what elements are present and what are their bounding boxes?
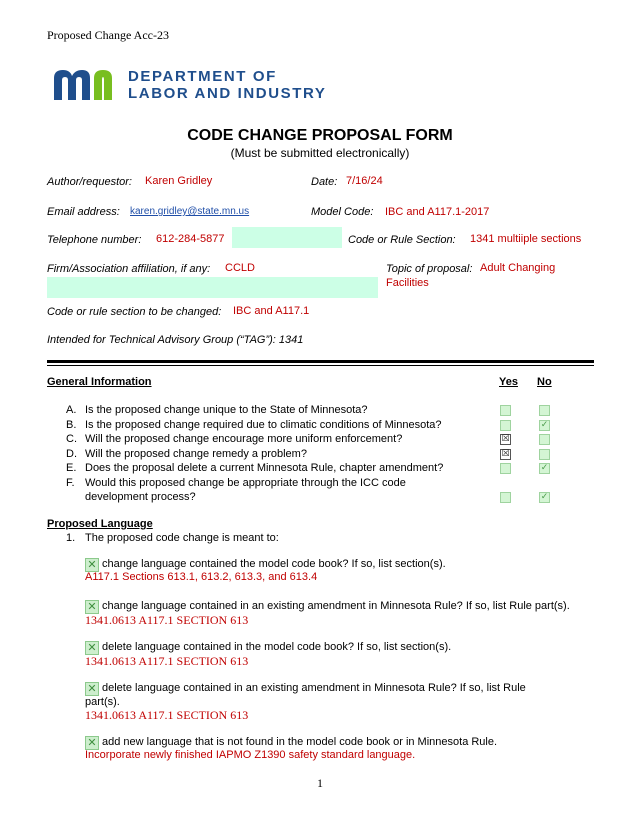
question-text: Is the proposed change unique to the State of Minnesota?: [85, 404, 368, 416]
option-change-model-code: ✕ change language contained the model code book? If so, list section(s).: [85, 557, 446, 572]
topic-label: Topic of proposal:: [386, 263, 473, 275]
question-e-yes-checkbox[interactable]: [500, 463, 511, 474]
topic-value-line1[interactable]: Adult Changing: [480, 262, 556, 274]
option-delete-mn-amendment: ✕ delete language contained in an existing amendment in Minnesota Rule? If so, list Rule: [85, 681, 526, 696]
question-f-no-checkbox[interactable]: ✓: [540, 492, 549, 502]
question-text: Is the proposed change required due to climatic conditions of Minnesota?: [85, 419, 442, 431]
question-a-yes-checkbox[interactable]: [500, 405, 511, 416]
option-answer[interactable]: 1341.0613 A117.1 SECTION 613: [85, 708, 249, 722]
proposed-intro: The proposed code change is meant to:: [85, 532, 279, 544]
item-number: 1.: [66, 532, 76, 544]
question-f-yes-checkbox[interactable]: [500, 492, 511, 503]
firm-label: Firm/Association affiliation, if any:: [47, 263, 211, 275]
email-value[interactable]: karen.gridley@state.mn.us: [130, 206, 250, 217]
question-b-yes-checkbox[interactable]: [500, 420, 511, 431]
option-checkbox[interactable]: ✕: [85, 558, 99, 572]
proposed-language-heading: Proposed Language: [47, 518, 153, 530]
option-checkbox[interactable]: ✕: [85, 682, 99, 696]
question-letter: F.: [66, 477, 75, 489]
tag-label: Intended for Technical Advisory Group (“TAG”): 1341: [47, 334, 304, 346]
page-number: 1: [317, 776, 323, 790]
model-code-value[interactable]: IBC and A117.1-2017: [385, 206, 490, 218]
option-answer[interactable]: 1341.0613 A117.1 SECTION 613: [85, 613, 249, 627]
mn-logo-icon: [52, 68, 118, 102]
question-d-yes-checkbox[interactable]: ☒: [501, 449, 510, 459]
general-info-heading: General Information: [47, 376, 152, 388]
question-c-no-checkbox[interactable]: [539, 434, 550, 445]
option-answer[interactable]: A117.1 Sections 613.1, 613.2, 613.3, and 613.4: [85, 571, 318, 583]
yes-column-header: Yes: [499, 376, 518, 388]
email-label: Email address:: [47, 206, 120, 218]
phone-value[interactable]: 612-284-5877: [156, 233, 225, 245]
option-checkbox[interactable]: ✕: [85, 736, 99, 750]
option-change-mn-amendment: ✕ change language contained in an existing amendment in Minnesota Rule? If so, list Rule part(s).: [85, 599, 570, 614]
divider-thin: [47, 365, 594, 366]
phone-field-highlight[interactable]: [232, 227, 342, 248]
question-text-continued: development process?: [85, 491, 196, 503]
model-code-label: Model Code:: [311, 206, 374, 218]
date-label: Date:: [311, 176, 338, 188]
form-subtitle: (Must be submitted electronically): [230, 146, 410, 160]
logo-line-1: DEPARTMENT OF: [128, 68, 277, 85]
running-header: Proposed Change Acc-23: [47, 28, 169, 42]
option-answer[interactable]: Incorporate newly finished IAPMO Z1390 safety standard language.: [85, 749, 416, 761]
question-text: Will the proposed change remedy a problem?: [85, 448, 307, 460]
rule-section-label: Code or Rule Section:: [348, 234, 456, 246]
form-title: CODE CHANGE PROPOSAL FORM: [187, 127, 453, 144]
author-value[interactable]: Karen Gridley: [145, 175, 213, 187]
question-a-no-checkbox[interactable]: [539, 405, 550, 416]
question-b-no-checkbox[interactable]: ✓: [540, 420, 549, 430]
topic-value-line2[interactable]: Facilities: [386, 277, 429, 289]
option-checkbox[interactable]: ✕: [85, 600, 99, 614]
option-text-continued: part(s).: [85, 696, 120, 708]
question-letter: A.: [66, 404, 77, 416]
firm-value[interactable]: CCLD: [225, 262, 255, 274]
question-letter: D.: [66, 448, 77, 460]
rule-section-value[interactable]: 1341 multiiple sections: [470, 233, 582, 245]
phone-label: Telephone number:: [47, 234, 142, 246]
divider-thick: [47, 360, 594, 363]
date-value[interactable]: 7/16/24: [346, 175, 383, 187]
section-changed-label: Code or rule section to be changed:: [47, 306, 222, 318]
question-c-yes-checkbox[interactable]: ☒: [501, 434, 510, 444]
question-letter: B.: [66, 419, 77, 431]
question-d-no-checkbox[interactable]: [539, 449, 550, 460]
option-add-new-language: ✕ add new language that is not found in the model code book or in Minnesota Rule.: [85, 735, 497, 750]
no-column-header: No: [537, 376, 552, 388]
question-text: Will the proposed change encourage more uniform enforcement?: [85, 433, 403, 445]
option-delete-model-code: ✕ delete language contained in the model code book? If so, list section(s).: [85, 640, 451, 655]
section-changed-value[interactable]: IBC and A117.1: [233, 305, 310, 317]
option-answer[interactable]: 1341.0613 A117.1 SECTION 613: [85, 654, 249, 668]
question-letter: E.: [66, 462, 77, 474]
option-checkbox[interactable]: ✕: [85, 641, 99, 655]
question-text: Does the proposal delete a current Minnesota Rule, chapter amendment?: [85, 462, 444, 474]
logo-line-2: LABOR AND INDUSTRY: [128, 85, 327, 102]
question-text: Would this proposed change be appropriate through the ICC code: [85, 477, 406, 489]
question-e-no-checkbox[interactable]: ✓: [540, 463, 549, 473]
question-letter: C.: [66, 433, 77, 445]
firm-field-highlight[interactable]: [47, 277, 378, 298]
author-label: Author/requestor:: [47, 176, 132, 188]
dli-logo: [52, 68, 327, 107]
